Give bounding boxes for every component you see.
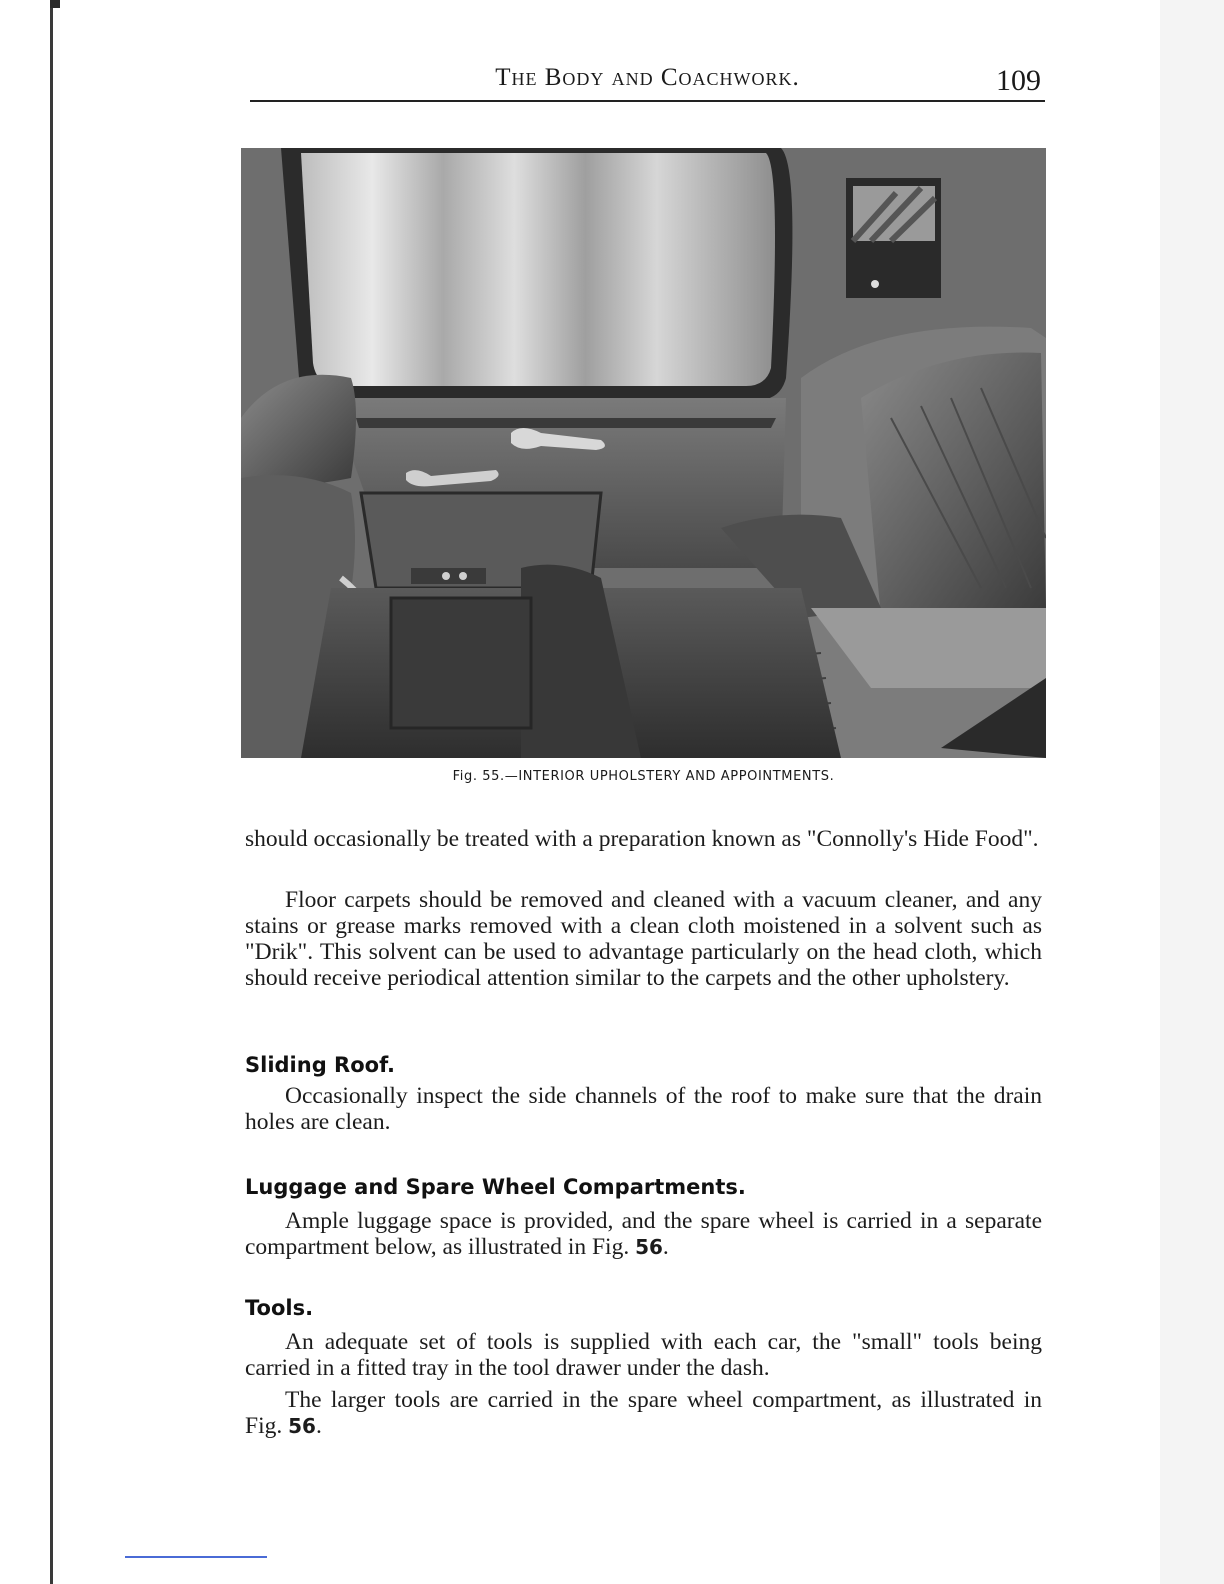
luggage-text xyxy=(245,1208,1042,1260)
running-title: The Body and Coachwork. xyxy=(495,64,800,91)
paragraph-carpets xyxy=(245,887,1042,991)
interior-photo xyxy=(241,148,1046,758)
section-tools xyxy=(245,1296,1042,1439)
interior-photo-illustration xyxy=(241,148,1046,758)
paragraph-continuation xyxy=(245,826,1042,852)
luggage-text-body: Ample luggage space is provided, and the spare wheel is carried in a separate compartment below, as illustrated in Fig. xyxy=(245,1208,1042,1260)
tools-heading: Tools. xyxy=(245,1296,314,1320)
tools-text-2 xyxy=(245,1387,1042,1439)
paragraph-2: Floor carpets should be removed and cleaned with a vacuum cleaner, and any stains or grease marks removed with a clean cloth moistened in a solvent such as "Drik". This solvent can be used to advantage particularly on the head cloth, which should receive periodical attention similar to the carpets and the other upholstery. xyxy=(245,887,1042,991)
figure-caption: Fig. 55.—INTERIOR UPHOLSTERY AND APPOINTMENTS. xyxy=(452,769,835,784)
luggage-fig-ref: 56 xyxy=(635,1235,663,1259)
tools-text-2-body: The larger tools are carried in the spare wheel compartment, as illustrated in Fig. xyxy=(245,1387,1042,1439)
tools-text-1: An adequate set of tools is supplied with each car, the "small" tools being carried in a fitted tray in the tool drawer under the dash. xyxy=(245,1329,1042,1381)
tools-fig-ref: 56 xyxy=(288,1414,316,1438)
page-number: 109 xyxy=(996,64,1041,97)
luggage-heading: Luggage and Spare Wheel Compartments. xyxy=(245,1175,746,1199)
tools-text-2-end: . xyxy=(315,1413,322,1439)
header-rule xyxy=(250,100,1045,102)
paragraph-1: should occasionally be treated with a preparation known as "Connolly's Hide Food". xyxy=(245,826,1039,852)
bottom-underline-mark xyxy=(125,1556,267,1558)
sliding-roof-text: Occasionally inspect the side channels of the roof to make sure that the drain holes are clean. xyxy=(245,1083,1042,1135)
running-head xyxy=(250,60,1045,100)
section-luggage xyxy=(245,1175,1042,1260)
sliding-roof-heading: Sliding Roof. xyxy=(245,1053,396,1077)
luggage-text-end: . xyxy=(662,1234,669,1260)
section-sliding-roof xyxy=(245,1053,1042,1135)
